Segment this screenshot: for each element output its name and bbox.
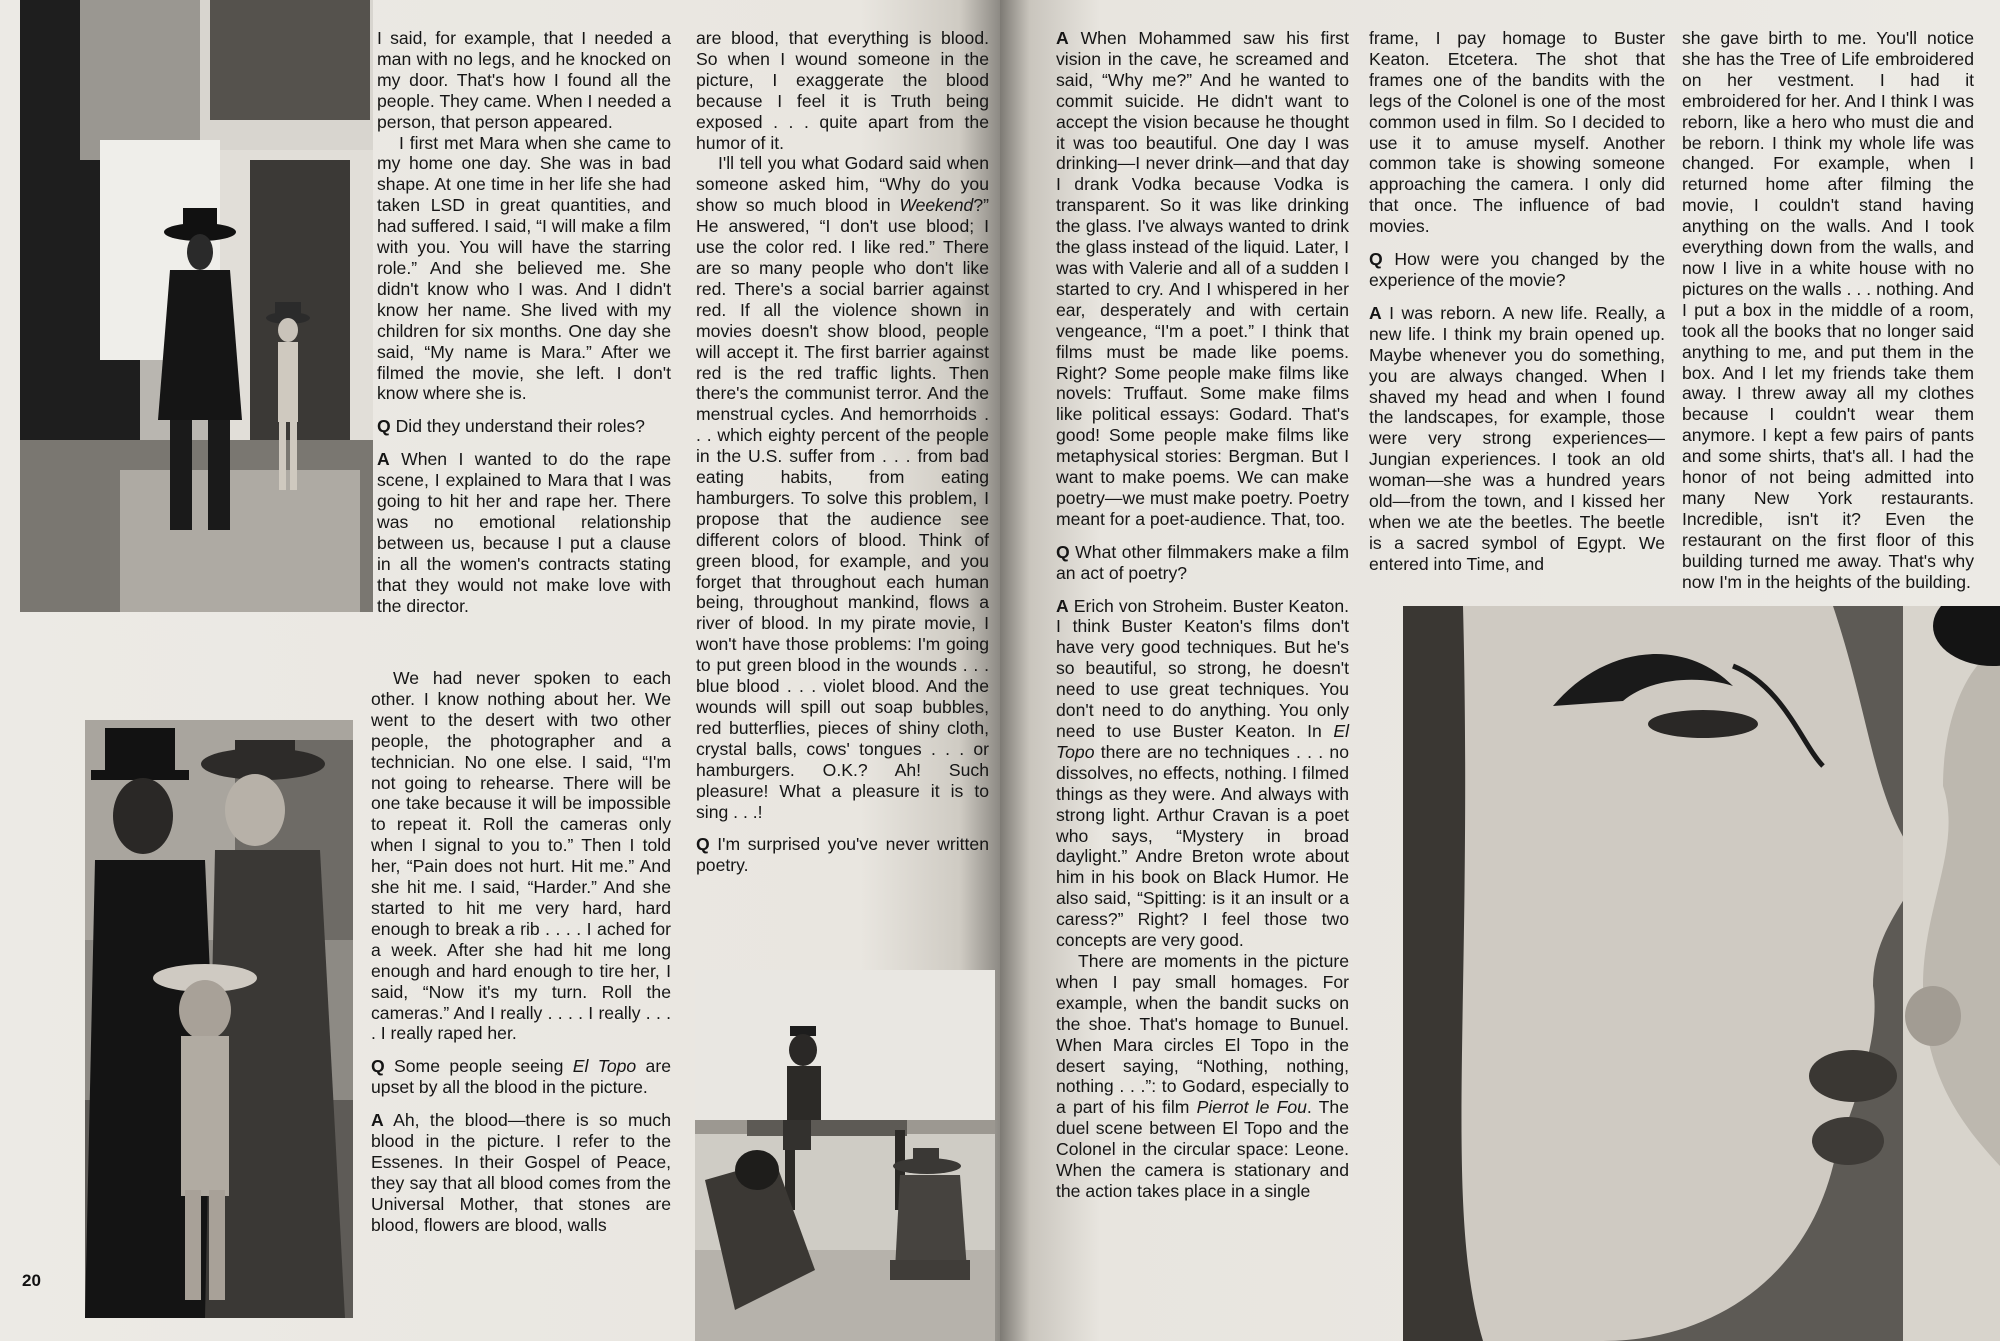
column-a: [377, 28, 671, 616]
qa-marker: Q: [377, 416, 391, 437]
text-run: ?” He answered, “I don't use blood; I use the color red. I like red.” There are so many people who don't like red. There's a social barrier against red. If all the violence shown in movies doesn't show blood, people will accept it. The first barrier against red is the red traffic lights. Then there's the communist terror. And the menstrual cycles. And hemorrhoids . . . which eighty percent of the people in the U.S. suffer from . . . from bad eating habits, from eating hamburgers. To solve this problem, I propose that the audience see different colors of blood. Think of green blood, for example, and you forget that throughout each human being, throughout mankind, flows a river of blood. In my pirate movie, I won't have those problems: I'm going to put green blood in the wounds . . . blue blood . . . violet blood. And the wounds will spill out soap bubbles, red butterflies, pieces of shiny cloth, crystal balls, cows' tongues . . . or hamburgers. O.K.? Ah! Such pleasure! What a pleasure it is to sing . . .!: [696, 195, 989, 822]
photo-gunfighter-and-child: [20, 0, 373, 612]
text-run: Ah, the blood—there is so much blood in the picture. I refer to the Essenes. In their Gospel of Peace, they say that all blood comes from the Universal Mother, that stones are blood, flowers are blood, walls: [371, 1110, 671, 1235]
text-run: There are moments in the picture when I pay small homages. For example, when the bandit sucks on the shoe. That's homage to Bunuel. When Mara circles El Topo in the desert saying, “Nothing, nothing, nothing . . .”: to Godard, especially to a part of his film: [1056, 950, 1349, 1118]
italic-title: El Topo: [1056, 721, 1349, 762]
text-run: frame, I pay homage to Buster Keaton. Etcetera. The shot that frames one of the bandits with the legs of the Colonel is one of the most common used in film. So I decided to use it to amuse myself. Another common take is showing someone approaching the camera. I only did that once. The influence of bad movies.: [1369, 28, 1665, 237]
paragraph: [1369, 249, 1665, 291]
text-run: there are no techniques . . . no dissolves, no effects, nothing. I filmed things as they were. And always with strong light. Arthur Cravan is a poet who says, “Mystery in broad daylight.” Andre Breton wrote about him in his book on Black Humor. He also said, “Spitting: is it an insult or a caress?” Right? I feel those two concepts are very good.: [1056, 741, 1349, 951]
paragraph: [696, 153, 989, 822]
paragraph: [377, 28, 671, 133]
page-number: 20: [22, 1271, 41, 1290]
paragraph: [696, 28, 989, 153]
paragraph: [377, 416, 671, 437]
column-e: [1369, 28, 1665, 575]
text-run: I was reborn. A new life. Really, a new life. I think my brain opened up. Maybe whenever you do something, you are always changed. When I shaved my head and when I found the landscapes, for example, those were very strong experiences—Jungian experiences. I took an old woman—she was a hundred years old—from the town, and I kissed her when we ate the beetles. The beetle is a sacred symbol of Egypt. We entered into Time, and: [1369, 302, 1665, 574]
qa-marker: A: [371, 1110, 384, 1131]
paragraph: [371, 1110, 671, 1235]
text-run: When I wanted to do the rape scene, I explained to Mara that I was going to hit her and rape her. There was no emotional relationship between us, because I put a clause in all the women's contracts stating that they would not make love with the director.: [377, 449, 671, 616]
paragraph: [1682, 28, 1974, 592]
paragraph: [371, 668, 671, 1044]
paragraph: [696, 834, 989, 876]
text-run: When Mohammed saw his first vision in the cave, he screamed and said, “Why me?” And he wanted to commit suicide. He didn't want to accept the vision because he thought it was too beautiful. One day I was drinking—I never drink—and that day I drank Vodka because Vodka is transparent. So it was like drinking the glass. I've always wanted to drink the glass instead of the liquid. Later, I was with Valerie and all of a sudden I started to cry. And I whispered in her ear, desperately and with certain vengeance, “I'm a poet.” I think that films must be made like poems. Right? Some people make films like novels: Truffaut. Some make films like political essays: Godard. That's good! Some people make films like metaphysical stories: Bergman. But I want to make poems. We can make poetry—we must make poetry. Poetry meant for a poet-audience. That, too.: [1056, 28, 1350, 529]
text-run: I'll tell you what Godard said when someone asked him, “Why do you show so much blood in: [696, 153, 989, 216]
text-run: are upset by all the blood in the picture.: [371, 1056, 671, 1098]
paragraph: [1056, 542, 1349, 584]
text-run: she gave birth to me. You'll notice she has the Tree of Life embroidered on her vestment. I had it embroidered for her. And I think I was reborn, like a hero who must die and be reborn. I think my whole life was changed. For example, when I returned home after filming the movie, I couldn't stand having anything on the walls. And I took everything down from the walls, and now I live in a white house with no pictures on the walls . . . nothing. And I put a box in the middle of a room, took all the books that no longer said anything to me, and put them in the box. And I let my friends take them away. I threw away all my clothes because I couldn't wear them anymore. I kept a few pairs of pants and some shirts, that's all. I had the honor of not being admitted into many New York restaurants. Incredible, isn't it? Even the restaurant on the first floor of this building turned me away. That's why now I'm in the heights of the building.: [1682, 28, 1974, 592]
text-run: I'm surprised you've never written poetry.: [696, 834, 989, 876]
paragraph: [1056, 28, 1349, 530]
paragraph: [377, 133, 671, 405]
column-f: [1682, 28, 1974, 592]
text-run: Some people seeing: [384, 1056, 573, 1077]
column-c: [696, 28, 989, 876]
photo-top-hat-man-and-woman: [85, 720, 353, 1318]
qa-marker: Q: [371, 1056, 385, 1077]
text-run: I first met Mara when she came to my home one day. She was in bad shape. At one time in her life she had taken LSD in great quantities, and had suffered. I said, “I will make a film with you. You will have the starring role.” And she believed me. She didn't know who I was. And I didn't know her name. She lived with my children for six months. One day she said, “My name is Mara.” After we filmed the movie, she left. I don't know where she is.: [377, 132, 671, 404]
photo-desert-scene: [695, 970, 995, 1341]
paragraph: [1369, 28, 1665, 237]
paragraph: [1056, 951, 1349, 1202]
paragraph: [1056, 596, 1349, 951]
text-run: How were you changed by the experience of the movie?: [1369, 249, 1665, 290]
qa-marker: Q: [696, 834, 710, 855]
italic-title: Weekend: [899, 195, 974, 216]
text-run: I said, for example, that I needed a man with no legs, and he knocked on my door. That's how I found all the people. They came. When I needed a person, that person appeared.: [377, 28, 671, 132]
qa-marker: Q: [1369, 249, 1383, 270]
text-run: are blood, that everything is blood. So when I wound someone in the picture, I exaggerate the blood because I feel it is Truth being exposed . . . quite apart from the humor of it.: [696, 28, 989, 153]
text-run: Erich von Stroheim. Buster Keaton. I think Buster Keaton's films don't have very good techniques. But he's so beautiful, so strong, he doesn't need to use great techniques. You don't need to do anything. You only need to use Buster Keaton. In: [1056, 595, 1349, 741]
text-run: What other filmmakers make a film an act of poetry?: [1056, 541, 1349, 583]
photo-kiss-closeup: [1403, 606, 2000, 1341]
paragraph: [377, 449, 671, 616]
paragraph: [1369, 303, 1665, 575]
italic-title: El Topo: [572, 1056, 637, 1077]
italic-title: Pierrot le Fou: [1196, 1097, 1307, 1118]
text-run: Did they understand their roles?: [390, 416, 645, 437]
qa-marker: A: [1369, 302, 1382, 323]
qa-marker: A: [1056, 28, 1069, 48]
text-run: We had never spoken to each other. I know nothing about her. We went to the desert with two other people, the photographer and a technician. No one else. I said, “I'm not going to rehearse. There will be one take because it will be impossible to repeat it. Roll the cameras only when I signal to you to.” Then I told her, “Pain does not hurt. Hit me.” And she hit me. I said, “Harder.” And she started to hit me very hard, hard enough to break a rib . . . . I ached for a week. After she had hit me long enough and hard enough to tire her, I said, “Now it's my turn. Roll the cameras.” And I really . . . . I really . . . . I really raped her.: [371, 668, 671, 1044]
qa-marker: Q: [1056, 541, 1070, 562]
column-b: [371, 668, 671, 1236]
qa-marker: A: [1056, 595, 1069, 616]
qa-marker: A: [377, 449, 390, 470]
paragraph: [371, 1056, 671, 1098]
text-run: . The duel scene between El Topo and the Colonel in the circular space: Leone. When the camera is stationary and the action takes place in a single: [1056, 1097, 1349, 1201]
column-d: [1056, 28, 1349, 1202]
